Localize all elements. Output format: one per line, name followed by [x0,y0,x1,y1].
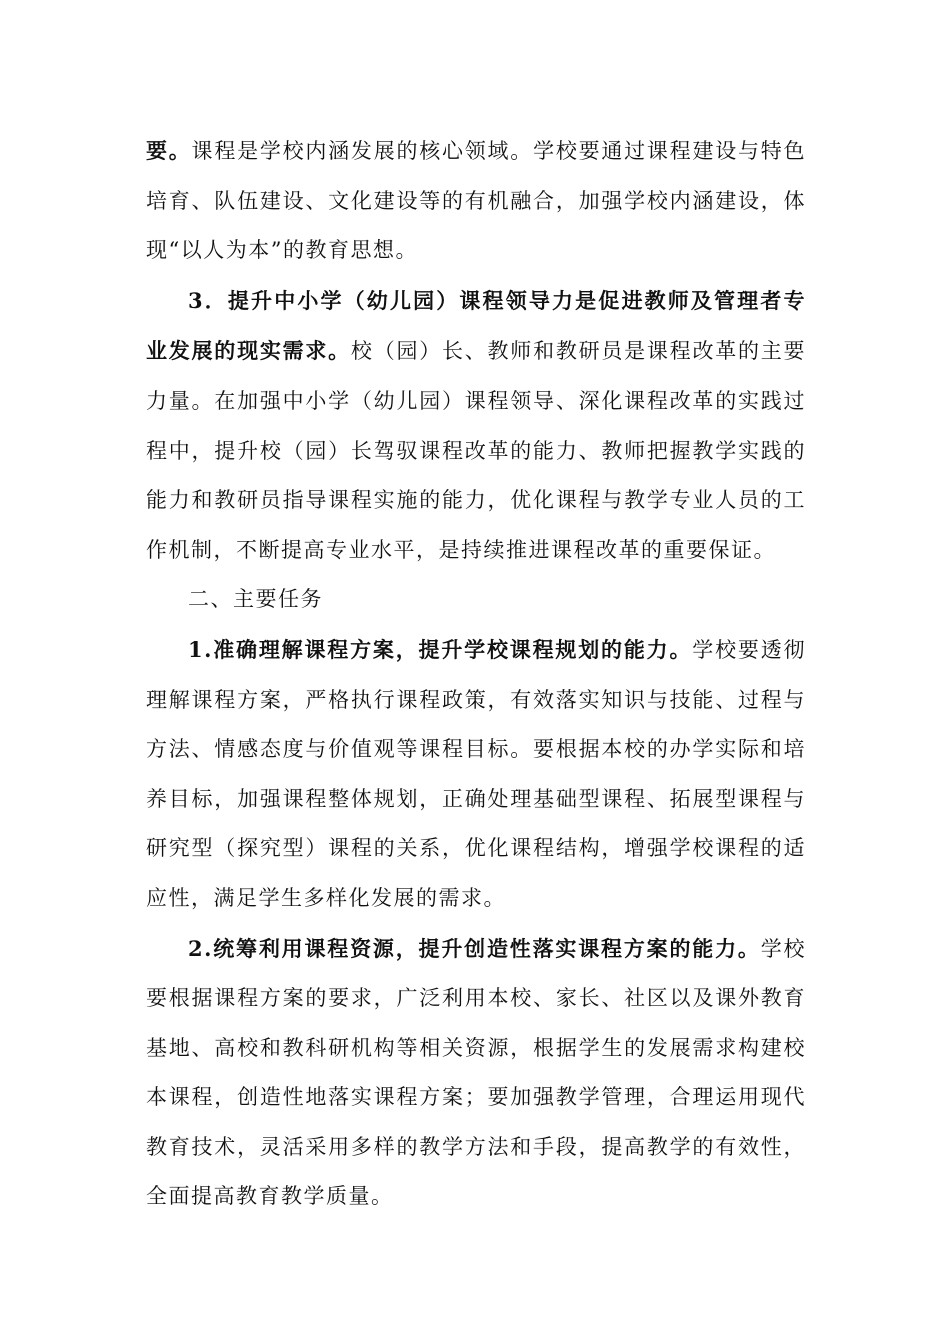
paragraph-task-1 [146,625,806,924]
paragraph-text: 学校要根据课程方案的要求，广泛利用本校、家长、社区以及课外教育基地、高校和教科研机构等相关资源，根据学生的发展需求构建校本课程，创造性地落实课程方案；要加强教学管理，合理运用现代教育技术，灵活采用多样的教学方法和手段，提高教学的有效性，全面提高教育教学质量。 [146,936,807,1209]
paragraph-lead: 1.准确理解课程方案，提升学校课程规划的能力。 [188,636,693,662]
paragraph-lead: 要。 [146,138,192,163]
paragraph-text: 校（园）长、教师和教研员是课程改革的主要力量。在加强中小学（幼儿园）课程领导、深化课程改革的实践过程中，提升校（园）长驾驭课程改革的能力、教师把握教学实践的能力和教研员指导课程实施的能力，优化课程与教学专业人员的工作机制，不断提高专业水平，是持续推进课程改革的重要保证。 [146,339,807,562]
paragraph-text: 课程是学校内涵发展的核心领域。学校要通过课程建设与特色培育、队伍建设、文化建设等的有机融合，加强学校内涵建设，体现“以人为本”的教育思想。 [146,139,807,263]
paragraph-lead: 3．提升中小学（幼儿园）课程领导力是促进教师及管理者专业发展的现实需求。 [146,287,806,364]
section-heading: 二、主要任务 [188,587,323,612]
paragraph-task-2 [146,924,806,1223]
document-page [146,126,806,1222]
paragraph-continued [146,126,806,276]
paragraph-lead: 2.统筹利用课程资源，提升创造性落实课程方案的能力。 [188,935,761,961]
paragraph-item-3 [146,276,806,576]
paragraph-text: 学校要透彻理解课程方案，严格执行课程政策，有效落实知识与技能、过程与方法、情感态度与价值观等课程目标。要根据本校的办学实际和培养目标，加强课程整体规划，正确处理基础型课程、拓展型课程与研究型（探究型）课程的关系，优化课程结构，增强学校课程的适应性，满足学生多样化发展的需求。 [146,637,807,910]
